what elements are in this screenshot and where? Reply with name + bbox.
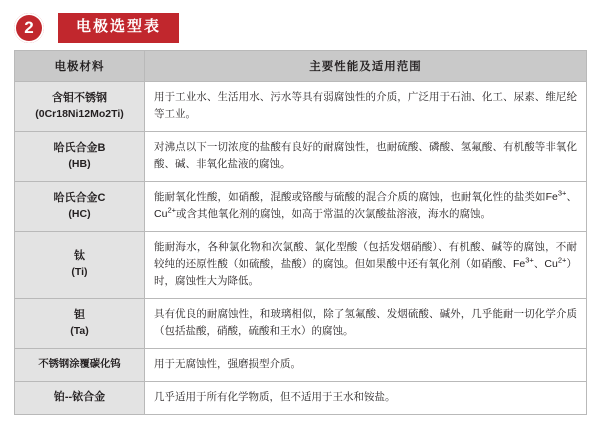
page-title: 电极选型表 [58,13,179,43]
electrode-selection-table [14,50,587,415]
cell-description: 能耐海水，各种氯化物和次氯酸、氯化型酸（包括发烟硝酸）、有机酸、碱等的腐蚀，不耐较纯的还原性酸（如硫酸，盐酸）的腐蚀。但如果酸中还有氧化剂（如硝酸、$Fe^{3+}$、$Cu^{2+}$）时，腐蚀性大为降低。 [145,232,587,299]
table-row [15,382,587,415]
table-header [15,51,587,82]
material-name: 钽 [74,308,85,321]
material-name: 哈氏合金B [53,141,106,154]
cell-material [15,182,145,232]
cell-material: 不锈钢涂覆碳化钨 [15,349,145,382]
material-code: (HB) [68,157,91,170]
table-body [15,82,587,415]
cell-description: 几乎适用于所有化学物质，但不适用于王水和铵盐。 [145,382,587,415]
section-number-badge: 2 [14,13,44,43]
material-name: 哈氏合金C [53,191,106,204]
cell-description: 具有优良的耐腐蚀性，和玻璃相似，除了氢氟酸、发烟硫酸、碱外，几乎能耐一切化学介质（包括盐酸，硝酸，硫酸和王水）的腐蚀。 [145,299,587,349]
table-row [15,82,587,132]
cell-description: 用于工业水、生活用水、污水等具有弱腐蚀性的介质，广泛用于石油、化工、尿素、维尼纶等工业。 [145,82,587,132]
page-header [0,0,600,44]
cell-material [15,132,145,182]
cell-description: 用于无腐蚀性，强磨损型介质。 [145,349,587,382]
cell-material [15,232,145,299]
column-header-description: 主要性能及适用范围 [145,51,587,82]
cell-material: 铂--铱合金 [15,382,145,415]
table-row [15,299,587,349]
table-header-row [15,51,587,82]
table-row [15,349,587,382]
material-code: (HC) [68,207,91,220]
cell-description: 能耐氧化性酸，如硝酸，混酸或铬酸与硫酸的混合介质的腐蚀，也耐氧化性的盐类如$Fe^{3+}$、$Cu^{2+}$或含其他氧化剂的腐蚀，如高于常温的次氯酸盐溶液，海水的腐蚀。 [145,182,587,232]
table-row [15,132,587,182]
cell-material [15,82,145,132]
material-code: (Ta) [70,324,89,337]
cell-material [15,299,145,349]
table-container [0,44,600,415]
column-header-material: 电极材料 [15,51,145,82]
material-name: 钛 [74,250,85,263]
table-row [15,232,587,299]
table-row [15,182,587,232]
material-code: (0Cr18Ni12Mo2Ti) [35,107,124,120]
material-code: (Ti) [71,266,88,279]
material-name: 含钼不锈钢 [52,91,107,104]
cell-description: 对沸点以下一切浓度的盐酸有良好的耐腐蚀性，也耐硫酸、磷酸、氢氟酸、有机酸等非氧化酸、碱、非氧化盐液的腐蚀。 [145,132,587,182]
